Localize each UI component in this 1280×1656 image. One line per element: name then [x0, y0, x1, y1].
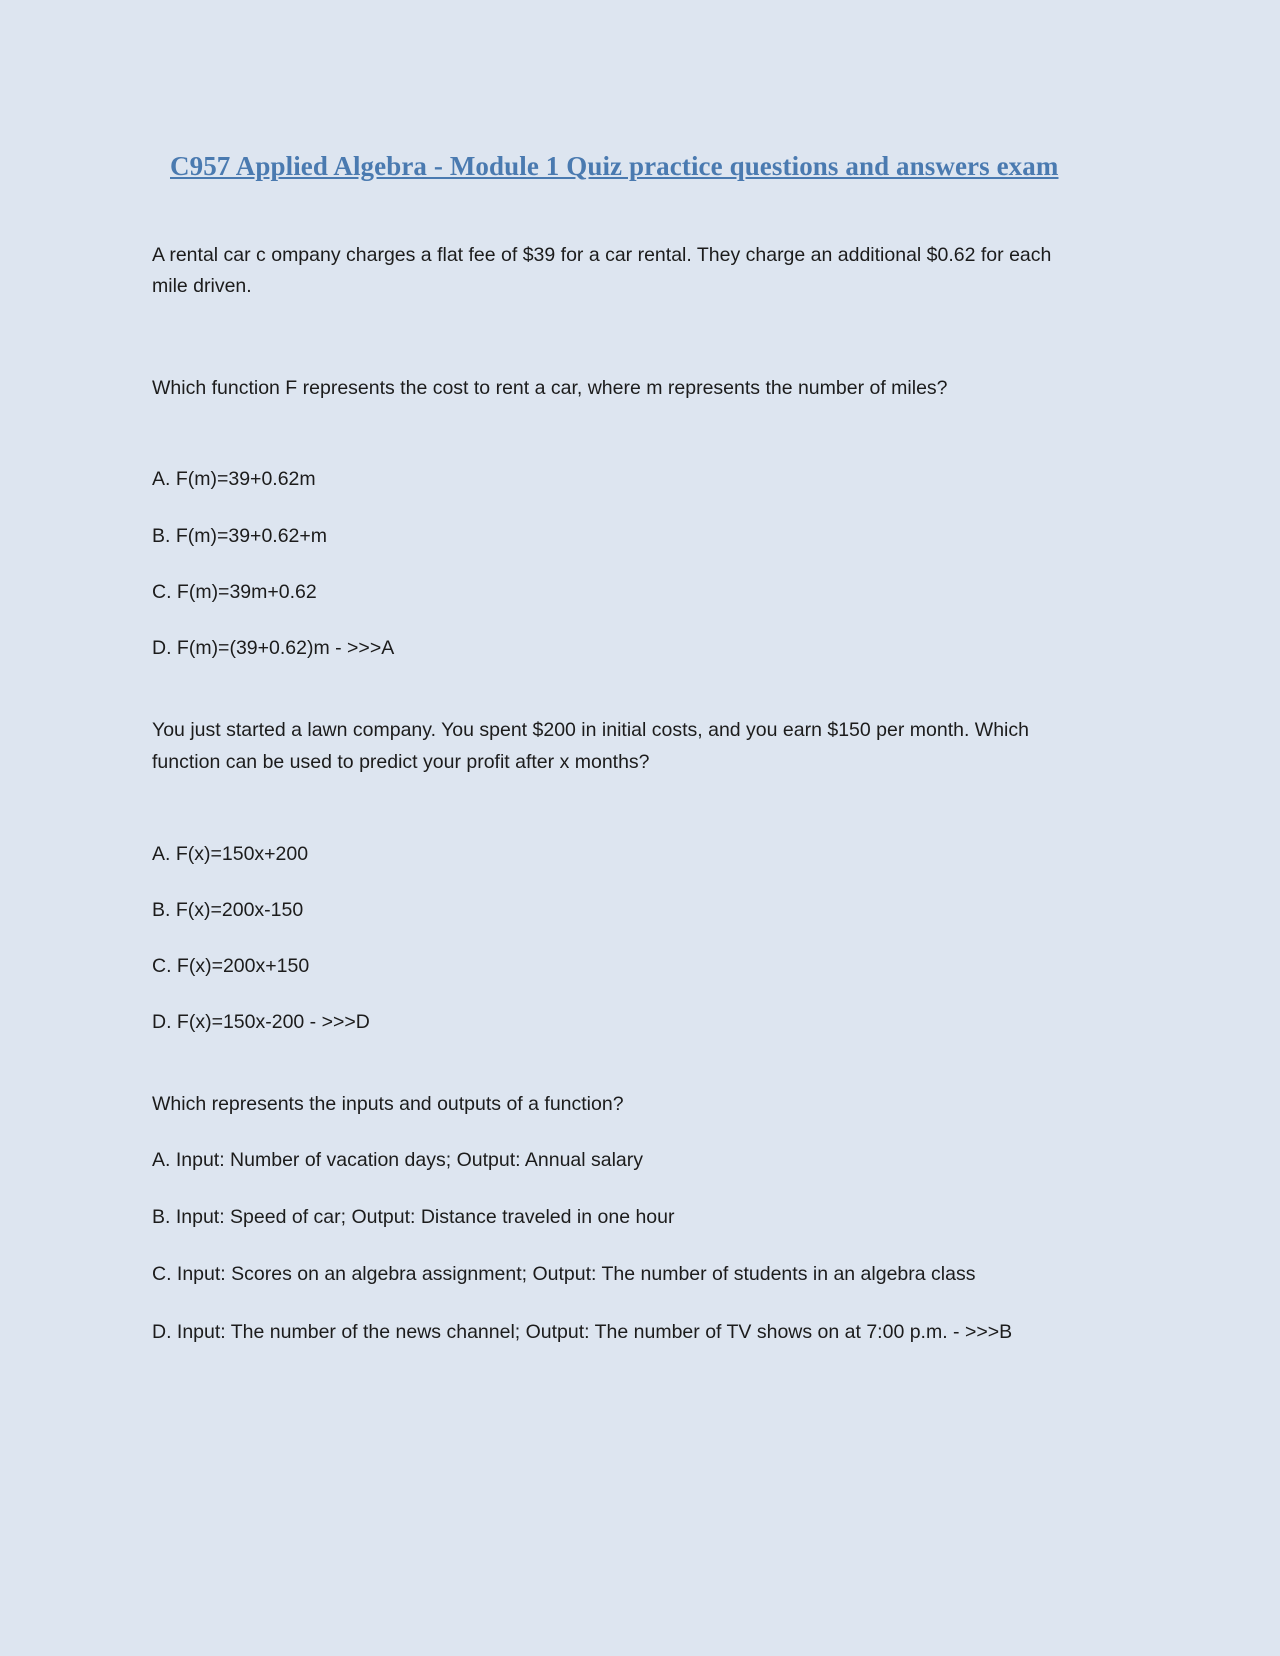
choice-b: B. F(x)=200x-150 — [152, 898, 304, 921]
question-1-stem-part-2: Which function F represents the cost to rent a car, where m represents the number of miles? — [152, 376, 948, 399]
spacer — [152, 331, 1130, 373]
spacer — [152, 438, 1130, 464]
choice-c: C. F(m)=39m+0.62 — [152, 580, 317, 603]
choice-a: A. Input: Number of vacation days; Output: Annual salary — [152, 1148, 644, 1171]
choice-d: D. F(m)=(39+0.62)m - >>>A — [152, 637, 395, 660]
question-1-stem-part-1: A rental car c ompany charges a flat fee of $39 for a car rental. They charge an additional $0.62 for each mile driven. — [152, 243, 1052, 298]
question-block-2 — [152, 715, 1130, 1037]
choice-a: A. F(m)=39+0.62m — [152, 468, 316, 491]
spacer — [152, 813, 1130, 839]
choice-c: C. Input: Scores on an algebra assignment; Output: The number of students in an algebra class — [152, 1263, 976, 1286]
choice-d: D. Input: The number of the news channel; Output: The number of TV shows on at 7:00 p.m. - >>>B — [152, 1320, 1013, 1343]
choice-b: B. Input: Speed of car; Output: Distance traveled in one hour — [152, 1206, 675, 1229]
choice-a: A. F(x)=150x+200 — [152, 842, 309, 865]
question-1-choices — [152, 464, 1130, 663]
choice-c: C. F(x)=200x+150 — [152, 954, 310, 977]
choice-b: B. F(m)=39+0.62+m — [152, 524, 328, 547]
question-block-1 — [152, 240, 1130, 664]
page-title: C957 Applied Algebra - Module 1 Quiz practice questions and answers exam — [170, 151, 1059, 181]
question-3-choices — [152, 1145, 1130, 1347]
question-block-3 — [152, 1089, 1130, 1346]
question-3-stem: Which represents the inputs and outputs of a function? — [152, 1093, 624, 1116]
choice-d: D. F(x)=150x-200 - >>>D — [152, 1011, 370, 1034]
question-2-stem: You just started a lawn company. You spent $200 in initial costs, and you earn $150 per month. Which function can be used to predict your profit after x months? — [152, 719, 1029, 773]
question-2-choices — [152, 839, 1130, 1038]
